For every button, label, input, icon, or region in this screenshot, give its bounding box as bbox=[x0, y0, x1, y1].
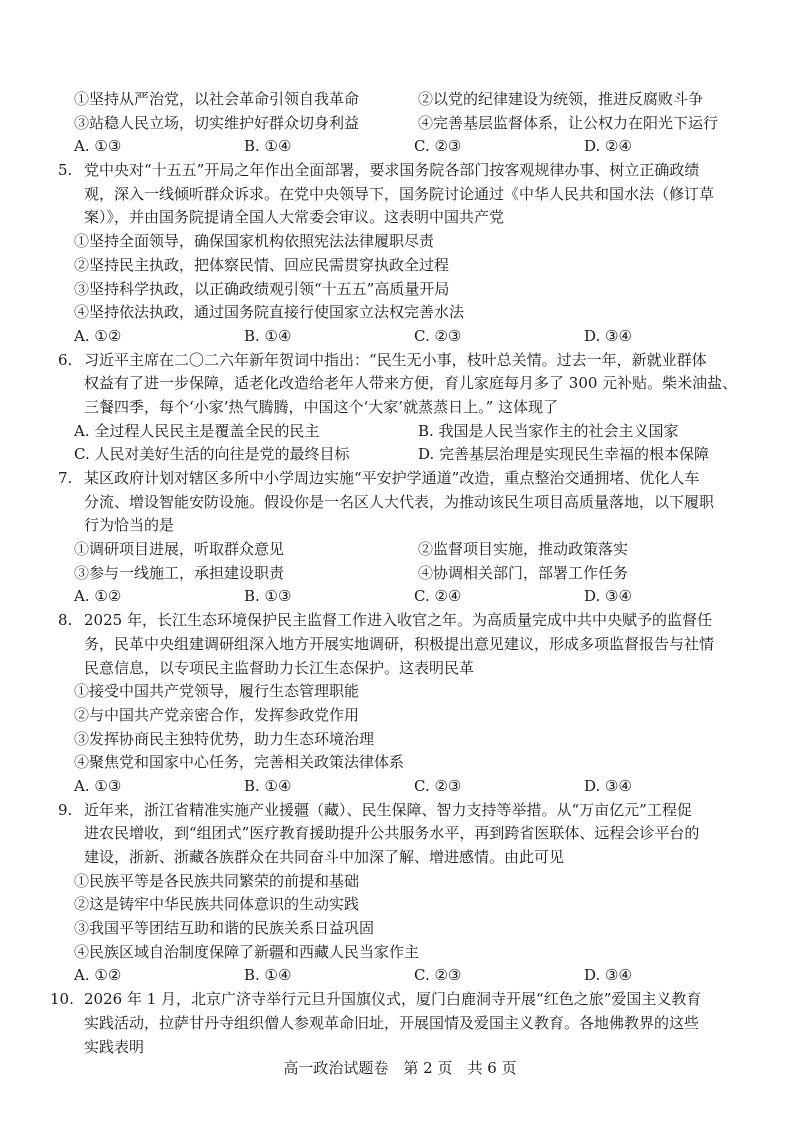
choice-b: B. ①④ bbox=[244, 776, 292, 795]
choice-a: A. ①③ bbox=[74, 776, 122, 795]
question-7 bbox=[58, 467, 754, 609]
question-stem-line bbox=[74, 396, 754, 420]
choice-b: B. ①④ bbox=[244, 966, 292, 985]
choice-c: C. 人民对美好生活的向往是党的最终目标 bbox=[74, 445, 350, 464]
stem-text: 行为恰当的是 bbox=[84, 516, 175, 535]
choice-c: C. ②③ bbox=[414, 137, 462, 156]
choice-d: D. ③④ bbox=[584, 776, 632, 795]
option-statement: ①接受中国共产党领导，履行生态管理职能 bbox=[74, 682, 360, 701]
choice-d: D. 完善基层治理是实现民生幸福的根本保障 bbox=[418, 445, 710, 464]
question-stem-line bbox=[74, 514, 754, 538]
option-row bbox=[74, 88, 754, 112]
question-stem-line bbox=[74, 657, 754, 681]
choice-a: A. ①② bbox=[74, 966, 122, 985]
stem-text: 建设，浙新、浙藏各族群众在共同奋斗中加深了解、增进感情。由此可见 bbox=[84, 848, 565, 866]
option-statement: ①坚持全面领导，确保国家机构依照宪法法律履职尽责 bbox=[74, 232, 435, 251]
stem-text: 权益有了进一步保障，适老化改造给老年人带来方便，育儿家庭每月多了 300 元补贴。柴米油盐、 bbox=[84, 374, 738, 393]
option-statement: ④坚持依法执政，通过国务院直接行使国家立法权完善水法 bbox=[74, 303, 465, 322]
question-10 bbox=[50, 988, 754, 1059]
choice-row bbox=[74, 420, 754, 444]
question-stem-line bbox=[74, 372, 754, 396]
question-stem-line bbox=[74, 1012, 754, 1036]
stem-text: 2026 年 1 月，北京广济寺举行元旦升国旗仪式，厦门白鹿洞寺开展“红色之旅”爱国主义教育 bbox=[84, 990, 702, 1009]
choice-row bbox=[74, 443, 754, 467]
stem-text: 三餐四季，每个‘小家’热气腾腾，中国这个‘大家’就蒸蒸日上。” 这体现了 bbox=[84, 397, 559, 416]
question-6 bbox=[58, 349, 754, 467]
question-5 bbox=[58, 159, 754, 349]
question-stem-line bbox=[58, 467, 754, 491]
stem-text: 党中央对“十五五”开局之年作出全面部署，要求国务院各部门按客观规律办事、树立正确政绩 bbox=[84, 161, 700, 180]
stem-text: 观，深入一线倾听群众诉求。在党中央领导下，国务院讨论通过《中华人民共和国水法（修订草 bbox=[84, 184, 715, 203]
question-stem-line bbox=[74, 822, 754, 846]
choice-d: D. ②④ bbox=[584, 137, 632, 156]
choice-a: A. 全过程人民民主是覆盖全民的民主 bbox=[74, 421, 320, 440]
option-statement: ④聚焦党和国家中心任务，完善相关政策法律体系 bbox=[74, 753, 405, 772]
choice-d: D. ③④ bbox=[584, 326, 632, 345]
choice-c: C. ②④ bbox=[414, 587, 462, 606]
stem-text: 近年来，浙江省精准实施产业援疆（藏）、民生保障、智力支持等举措。从“万亩亿元”工程促 bbox=[84, 800, 692, 819]
option-statement: ②坚持民主执政，把体察民情、回应民需贯穿执政全过程 bbox=[74, 255, 450, 274]
stem-text: 分流、增设智能安防设施。假设你是一名区人大代表，为推动该民生项目高质量落地，以下履职 bbox=[84, 492, 715, 511]
question-8 bbox=[58, 609, 754, 799]
question-number: 5. bbox=[58, 161, 73, 180]
option-statement: ④完善基层监督体系，让公权力在阳光下运行 bbox=[418, 113, 719, 132]
option-statement: ③我国平等团结互助和谐的民族关系日益巩固 bbox=[74, 919, 375, 938]
exam-content bbox=[50, 88, 754, 1059]
option-statement: ③参与一线施工，承担建设职责 bbox=[74, 563, 285, 582]
choice-d: D. ③④ bbox=[584, 587, 632, 606]
question-stem-line bbox=[50, 988, 754, 1012]
page-footer: 高一政治试题卷 第 2 页 共 6 页 bbox=[283, 1059, 517, 1077]
choice-row bbox=[74, 585, 754, 609]
question-number: 6. bbox=[58, 350, 73, 369]
question-stem-line bbox=[58, 609, 754, 633]
choice-a: A. ①② bbox=[74, 587, 122, 606]
option-row bbox=[74, 538, 754, 562]
choice-a: A. ①② bbox=[74, 326, 122, 345]
option-statement: ①坚持从严治党，以社会革命引领自我革命 bbox=[74, 90, 360, 108]
choice-row bbox=[74, 135, 754, 159]
question-stem-line bbox=[58, 799, 754, 823]
choice-row bbox=[74, 775, 754, 799]
stem-text: 实践表明 bbox=[84, 1037, 145, 1056]
question-number: 10. bbox=[50, 990, 74, 1009]
stem-text: 某区政府计划对辖区多所中小学周边实施“平安护学通道”改造，重点整治交通拥堵、优化人车 bbox=[84, 469, 700, 487]
option-statement: ③站稳人民立场，切实维护好群众切身利益 bbox=[74, 113, 360, 132]
option-statement: ②以党的纪律建设为统领，推进反腐败斗争 bbox=[418, 90, 704, 108]
question-number: 7. bbox=[58, 469, 73, 487]
question-stem-line bbox=[74, 183, 754, 207]
choice-c: C. ②③ bbox=[414, 326, 462, 345]
question-stem-line bbox=[58, 349, 754, 373]
question-9 bbox=[58, 799, 754, 989]
option-statement: ③发挥协商民主独特优势，助力生态环境治理 bbox=[74, 729, 375, 748]
choice-b: B. 我国是人民当家作主的社会主义国家 bbox=[418, 421, 679, 440]
question-number: 8. bbox=[58, 611, 73, 630]
stem-text: 民意信息，以专项民主监督助力长江生态保护。这表明民革 bbox=[84, 658, 475, 677]
stem-text: 实践活动，拉萨甘丹寺组织僧人参观革命旧址，开展国情及爱国主义教育。各地佛教界的这些 bbox=[84, 1013, 700, 1032]
option-row bbox=[74, 562, 754, 586]
option-statement: ②监督项目实施，推动政策落实 bbox=[418, 540, 629, 559]
option-statement: ④民族区域自治制度保障了新疆和西藏人民当家作主 bbox=[74, 942, 420, 961]
choice-a: A. ①③ bbox=[74, 137, 122, 156]
choice-row bbox=[74, 325, 754, 349]
question-stem-line bbox=[74, 206, 754, 230]
option-statement: ②这是铸牢中华民族共同体意识的生动实践 bbox=[74, 895, 360, 914]
stem-text: 2025 年，长江生态环境保护民主监督工作进入收官之年。为高质量完成中共中央赋予的监督任 bbox=[84, 611, 712, 630]
option-statement: ②与中国共产党亲密合作，发挥参政党作用 bbox=[74, 705, 360, 724]
stem-text: 习近平主席在二〇二六年新年贺词中指出：“民生无小事，枝叶总关情。过去一年，新就业群体 bbox=[84, 350, 707, 369]
question-stem-line bbox=[74, 846, 754, 870]
option-statement: ③坚持科学执政，以正确政绩观引领“十五五”高质量开局 bbox=[74, 279, 450, 298]
choice-c: C. ②③ bbox=[414, 776, 462, 795]
option-statement: ①民族平等是各民族共同繁荣的前提和基础 bbox=[74, 871, 360, 890]
choice-b: B. ①④ bbox=[244, 137, 292, 156]
option-statement: ①调研项目进展，听取群众意见 bbox=[74, 540, 285, 559]
stem-text: 案）》，并由国务院提请全国人大常委会审议。这表明中国共产党 bbox=[84, 208, 505, 227]
question-number: 9. bbox=[58, 800, 73, 819]
question-stem-line bbox=[58, 159, 754, 183]
stem-text: 务，民革中央组建调研组深入地方开展实地调研，积极提出意见建议，形成多项监督报告与社情 bbox=[84, 634, 715, 653]
question-stem-line bbox=[74, 1036, 754, 1060]
stem-text: 进农民增收，到“组团式”医疗教育援助提升公共服务水平，再到跨省医联体、远程会诊平台的 bbox=[84, 824, 700, 843]
choice-b: B. ①③ bbox=[244, 587, 292, 606]
question-stem-line bbox=[74, 491, 754, 515]
question-stem-line bbox=[74, 633, 754, 657]
choice-row bbox=[74, 964, 754, 988]
choice-d: D. ③④ bbox=[584, 966, 632, 985]
choice-b: B. ①④ bbox=[244, 326, 292, 345]
option-statement: ④协调相关部门，部署工作任务 bbox=[418, 563, 629, 582]
choice-c: C. ②③ bbox=[414, 966, 462, 985]
option-row bbox=[74, 112, 754, 136]
